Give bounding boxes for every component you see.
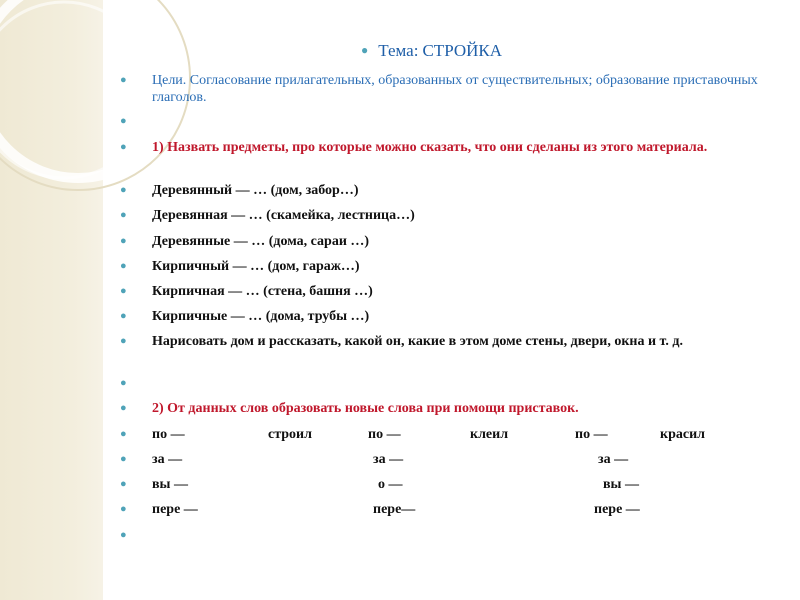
list-item [120,233,780,250]
bullet-icon: ● [120,209,127,221]
bullet-icon: ● [120,235,127,247]
adjective-text: Деревянный — … (дом, забор…) [152,183,359,198]
prefix-row [120,476,780,493]
title-label: Тема [378,41,414,60]
bullet-icon: ● [120,478,127,490]
title-colon: : [413,41,419,60]
verb-cell: красил [660,427,705,442]
bullet-icon: ● [120,184,127,196]
prefix-cell: пере— [373,502,416,517]
goals-text: Цели. Согласование прилагательных, образованных от существительных; образование приставочных глаголов. [152,73,758,105]
adjective-text: Кирпичная — … (стена, башня …) [152,284,373,299]
verb-cell: клеил [470,427,509,442]
bullet-icon: ● [120,453,127,465]
bullet-icon: ● [120,141,127,153]
bullet-icon: ● [120,260,127,272]
list-item [120,207,780,224]
list-item [120,258,780,275]
prefix-row [120,426,780,443]
adjective-text: Кирпичные — … (дома, трубы …) [152,309,370,324]
prefix-cell: по — [368,427,401,442]
bullet-icon: ● [120,402,127,414]
prefix-row [120,501,780,518]
task2-item [120,400,780,417]
bullet-icon: ● [120,503,127,515]
prefix-cell: за — [152,452,183,467]
prefix-cell: по — [575,427,608,442]
prefix-cell: пере — [152,502,198,517]
title-value: СТРОЙКА [422,41,503,60]
bullet-icon: ● [120,335,127,347]
list-item [120,308,780,325]
verb-cell: строил [268,427,312,442]
adjective-text: Деревянные — … (дома, сараи …) [152,234,370,249]
prefix-cell: вы — [603,477,639,492]
bullet-icon: ● [120,74,127,86]
prefix-cell: вы — [152,477,188,492]
prefix-cell: о — [378,477,403,492]
bullet-icon: ● [361,43,369,57]
adjective-text: Кирпичный — … (дом, гараж…) [152,259,360,274]
bullet-icon: ● [120,310,127,322]
prefix-row [120,451,780,468]
slide-title [361,41,502,61]
goals-item [120,72,780,106]
list-item [120,182,780,199]
slide-content [103,0,800,600]
prefix-cell: за — [598,452,629,467]
prefix-cell: пере — [594,502,640,517]
task1-item [120,139,780,156]
prefix-cell: по — [152,427,185,442]
task1-text: 1) Назвать предметы, про которые можно сказать, что они сделаны из этого материала. [152,140,708,155]
adjective-text: Деревянная — … (скамейка, лестница…) [152,208,415,223]
draw-task-text: Нарисовать дом и рассказать, какой он, какие в этом доме стены, двери, окна и т. д. [152,334,683,349]
bullet-icon: ● [120,529,127,541]
bullet-icon: ● [120,377,127,389]
bullet-icon: ● [120,115,127,127]
draw-task-item [120,333,780,350]
task2-text: 2) От данных слов образовать новые слова при помощи приставок. [152,401,579,416]
list-item [120,283,780,300]
prefix-cell: за — [373,452,404,467]
bullet-icon: ● [120,428,127,440]
bullet-icon: ● [120,285,127,297]
